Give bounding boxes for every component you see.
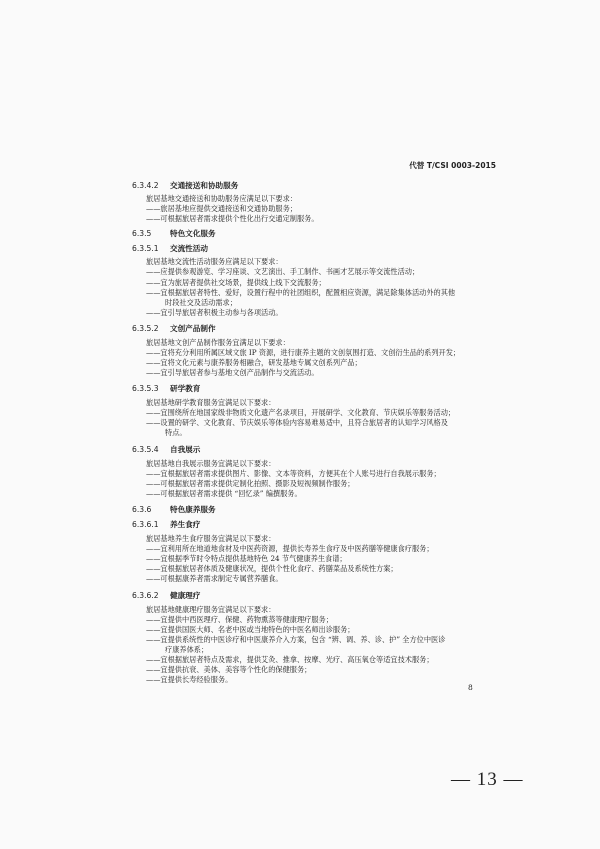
section-title: 交流性活动 [170,244,208,253]
section-heading-6354 [132,444,200,455]
list-item: ——设置的研学、文化教育、节庆娱乐等体验内容易难易适中，且符合旅居者的认知学习风格及 [146,418,448,427]
list-item: ——宜引导旅居者积极主动参与各项活动。 [146,308,283,317]
paragraph: 旅居基地研学教育服务宜满足以下要求： [146,398,276,407]
section-number: 6.3.5.1 [132,244,159,253]
section-title: 健康理疗 [170,591,201,600]
list-item: ——宜根据旅居者需求提供图片、影像、文本等资料，方便其在个人账号进行自我展示服务； [146,469,441,478]
list-item: ——宜根据旅居者特性、爱好，设置行程中的社团组织，配置相应资源，满足除集体活动外的其他 [146,288,456,297]
section-number: 6.3.5 [132,229,152,238]
list-item: ——宜提供抗衰、美体、美容等个性化的保健服务； [146,665,312,674]
section-title: 养生食疗 [170,520,201,529]
paragraph: 旅居基地养生食疗服务宜满足以下要求： [146,534,276,543]
list-item: ——宜根据季节时令特点提供基地特色 24 节气健康养生食谱； [146,554,347,563]
bottom-page-number: — 13 — [451,769,524,790]
section-heading-6353 [132,383,200,394]
section-title: 特色康养服务 [170,505,216,514]
section-number: 6.3.6.1 [132,520,159,529]
list-item: ——可根据旅居者需求提供定制化拍照、摄影及短视频制作服务； [146,479,355,488]
list-item: ——可根据康养者需求制定专属营养膳食。 [146,574,283,583]
list-item: ——宜根据旅居者特点及需求，提供艾灸、推拿、按摩、光疗、高压氧仓等适宜技术服务； [146,655,434,664]
list-item: ——宜围绕所在地国家级非物质文化遗产名录项目，开展研学、文化教育、节庆娱乐等服务活动； [146,408,456,417]
list-item: ——可根据旅居者需求提供个性化出行交通定制服务。 [146,214,319,223]
section-heading-6352 [132,323,216,334]
section-title: 自我展示 [170,445,201,454]
list-item-continuation: 特点。 [165,428,187,437]
list-item-continuation: 时段社交及活动需求； [165,298,237,307]
list-item: ——宜提供国医大师、名老中医或当地特色的中医名师出诊服务； [146,625,355,634]
section-heading-635 [132,228,216,239]
list-item: ——宜引导旅居者参与基地文创产品制作与交流活动。 [146,368,319,377]
list-item: ——可根据旅居者需求提供 “回忆录” 编撰服务。 [146,489,302,498]
list-item: ——宜提供系统性的中医诊疗和中医康养介入方案，包含 “辨、调、养、诊、护” 全方位中医诊 [146,635,446,644]
section-heading-6362 [132,590,200,601]
section-title: 文创产品制作 [170,324,216,333]
section-title: 交通接送和协助服务 [170,181,239,190]
paragraph: 旅居基地健康理疗服务宜满足以下要求： [146,605,276,614]
section-heading-6342 [132,180,238,191]
list-item: ——宜提供中西医理疗、保健、药物熏蒸等健康理疗服务； [146,615,333,624]
list-item: ——旅居基地应提供交通接送和交通协助服务； [146,204,297,213]
list-item: ——应提供参观游览、学习座谈、文艺演出、手工制作、书画才艺展示等交流性活动； [146,267,420,276]
section-title: 研学教育 [170,384,201,393]
list-item: ——宜将文化元素与康养服务相融合，研发基地专属文创系列产品； [146,358,362,367]
section-number: 6.3.6 [132,505,152,514]
section-number: 6.3.5.4 [132,445,159,454]
section-title: 特色文化服务 [170,229,216,238]
paragraph: 旅居基地文创产品制作服务宜满足以下要求： [146,338,290,347]
list-item: ——宜根据旅居者体质及健康状况，提供个性化食疗、药膳菜品及系统性方案； [146,564,398,573]
section-heading-636 [132,504,216,515]
section-number: 6.3.4.2 [132,181,159,190]
list-item: ——宜提供长寿经验服务。 [146,675,233,684]
list-item-continuation: 疗康养体系； [165,645,209,654]
standard-code-header: 代替 T/CSI 0003-2015 [409,161,496,170]
paragraph: 旅居基地交流性活动服务应满足以下要求： [146,257,283,266]
list-item: ——宜为旅居者提供社交场景，提供线上线下交流服务； [146,278,326,287]
list-item: ——宜将充分利用所属区域文旅 IP 资源，进行康养主题的文创氛围打造、文创衍生品的系列开发； [146,348,461,357]
section-number: 6.3.6.2 [132,591,159,600]
section-heading-6361 [132,519,200,530]
section-number: 6.3.5.2 [132,324,159,333]
section-heading-6351 [132,243,208,254]
paragraph: 旅居基地交通接送和协助服务应满足以下要求： [146,194,297,203]
paragraph: 旅居基地自我展示服务宜满足以下要求： [146,459,276,468]
list-item: ——宜利用所在地道地食材及中医药资源，提供长寿养生食疗及中医药膳等健康食疗服务； [146,544,434,553]
page-number: 8 [468,683,473,692]
section-number: 6.3.5.3 [132,384,159,393]
